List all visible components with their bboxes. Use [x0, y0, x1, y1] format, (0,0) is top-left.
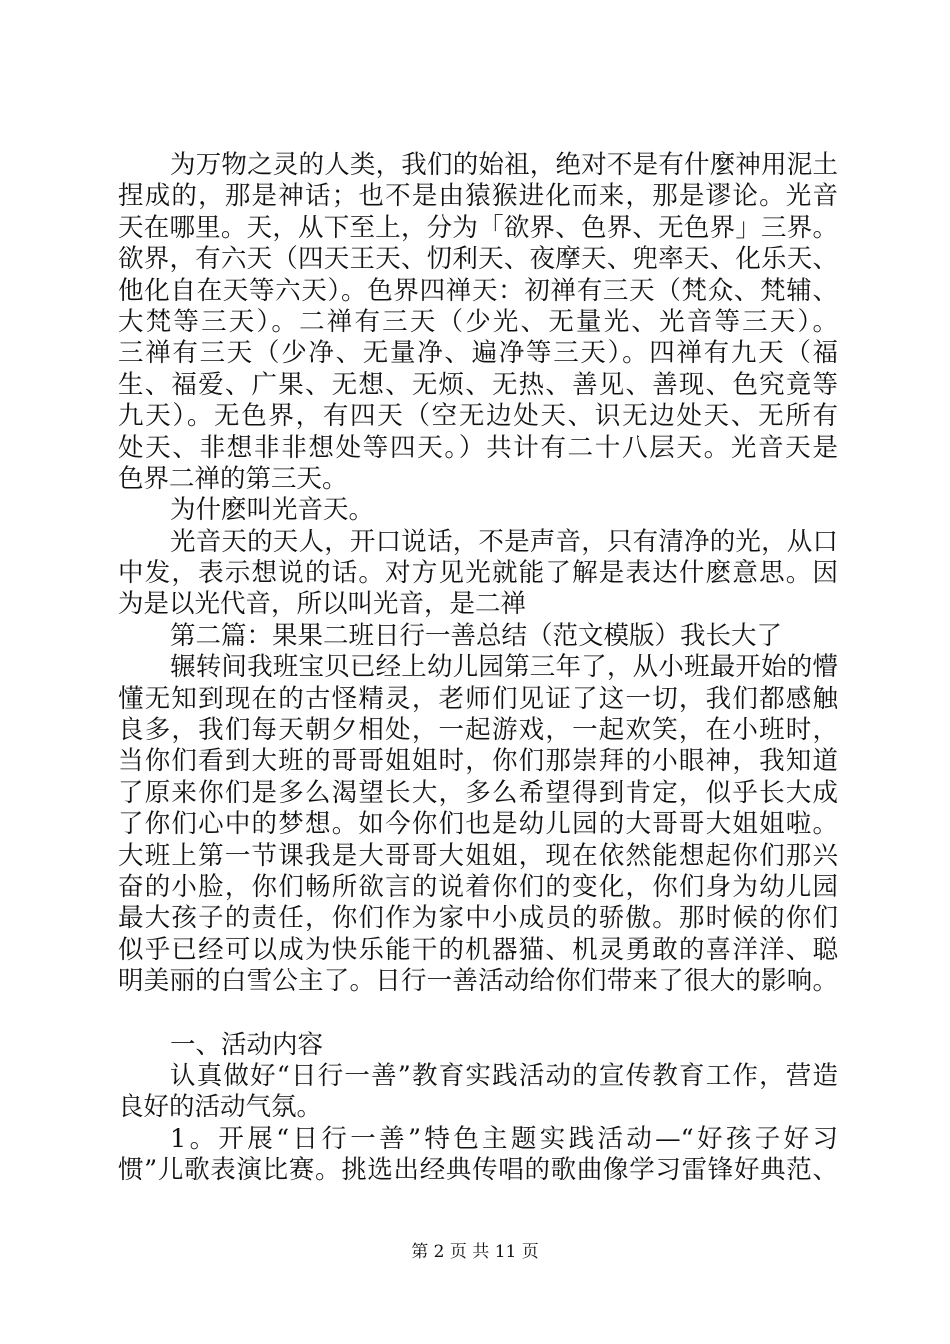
text-line: 明美丽的白雪公主了。日行一善活动给你们带来了很大的影响。	[118, 966, 838, 997]
text-line: 大班上第一节课我是大哥哥大姐姐，现在依然能想起你们那兴	[118, 840, 838, 871]
text-line: 认真做好“日行一善”教育实践活动的宣传教育工作，营造	[170, 1060, 838, 1091]
text-line: 一、活动内容	[170, 1029, 324, 1060]
text-line: 良好的活动气氛。	[118, 1092, 323, 1123]
text-line: 三禅有三天（少净、无量净、遍净等三天）。四禅有九天（福	[118, 338, 838, 369]
text-line: 第二篇：果果二班日行一善总结（范文模版）我长大了	[170, 620, 783, 651]
text-line: 色界二禅的第三天。	[118, 463, 348, 494]
text-line: 为是以光代音，所以叫光音，是二禅	[118, 589, 527, 620]
text-line: 似乎已经可以成为快乐能干的机器猫、机灵勇敢的喜洋洋、聪	[118, 934, 838, 965]
text-line: 欲界，有六天（四天王天、忉利天、夜摩天、兜率天、化乐天、	[118, 244, 838, 275]
text-line: 懂无知到现在的古怪精灵，老师们见证了这一切，我们都感触	[118, 683, 838, 714]
text-line: 辗转间我班宝贝已经上幼儿园第三年了，从小班最开始的懵	[170, 652, 838, 683]
text-line: 奋的小脸，你们畅所欲言的说着你们的变化，你们身为幼儿园	[118, 871, 838, 902]
text-line: 当你们看到大班的哥哥姐姐时，你们那崇拜的小眼神，我知道	[118, 746, 838, 777]
paragraph-gap	[118, 998, 838, 1030]
text-line: 良多，我们每天朝夕相处，一起游戏，一起欢笑，在小班时，	[118, 715, 838, 746]
document-body	[118, 150, 838, 1187]
text-line: 为什麽叫光音天。	[170, 495, 375, 526]
text-line: 1。开展“日行一善”特色主题实践活动—“好孩子好习	[170, 1123, 838, 1154]
text-line: 惯”儿歌表演比赛。挑选出经典传唱的歌曲像学习雷锋好典范、	[118, 1155, 838, 1186]
text-line: 天在哪里。天，从下至上，分为「欲界、色界、无色界」三界。	[118, 212, 838, 243]
text-line: 了你们心中的梦想。如今你们也是幼儿园的大哥哥大姐姐啦。	[118, 809, 838, 840]
text-line: 大梵等三天）。二禅有三天（少光、无量光、光音等三天）。	[118, 306, 838, 337]
text-line: 中发，表示想说的话。对方见光就能了解是表达什麽意思。因	[118, 558, 838, 589]
text-line: 生、福爱、广果、无想、无烦、无热、善见、善现、色究竟等	[118, 369, 838, 400]
text-line: 为万物之灵的人类，我们的始祖，绝对不是有什麼神用泥土	[170, 150, 838, 180]
text-line: 了原来你们是多么渴望长大，多么希望得到肯定，似乎长大成	[118, 777, 838, 808]
text-line: 最大孩子的责任，你们作为家中小成员的骄傲。那时候的你们	[118, 903, 838, 934]
text-line: 捏成的，那是神话；也不是由猿猴进化而来，那是谬论。光音	[118, 181, 838, 212]
page-footer: 第 2 页 共 11 页	[411, 1242, 539, 1262]
text-line: 光音天的天人，开口说话，不是声音，只有清净的光，从口	[170, 526, 838, 557]
text-line: 处天、非想非非想处等四天。）共计有二十八层天。光音天是	[118, 432, 838, 463]
text-line: 他化自在天等六天）。色界四禅天：初禅有三天（梵众、梵辅、	[118, 275, 838, 306]
text-line: 九天）。无色界，有四天（空无边处天、识无边处天、无所有	[118, 401, 838, 432]
